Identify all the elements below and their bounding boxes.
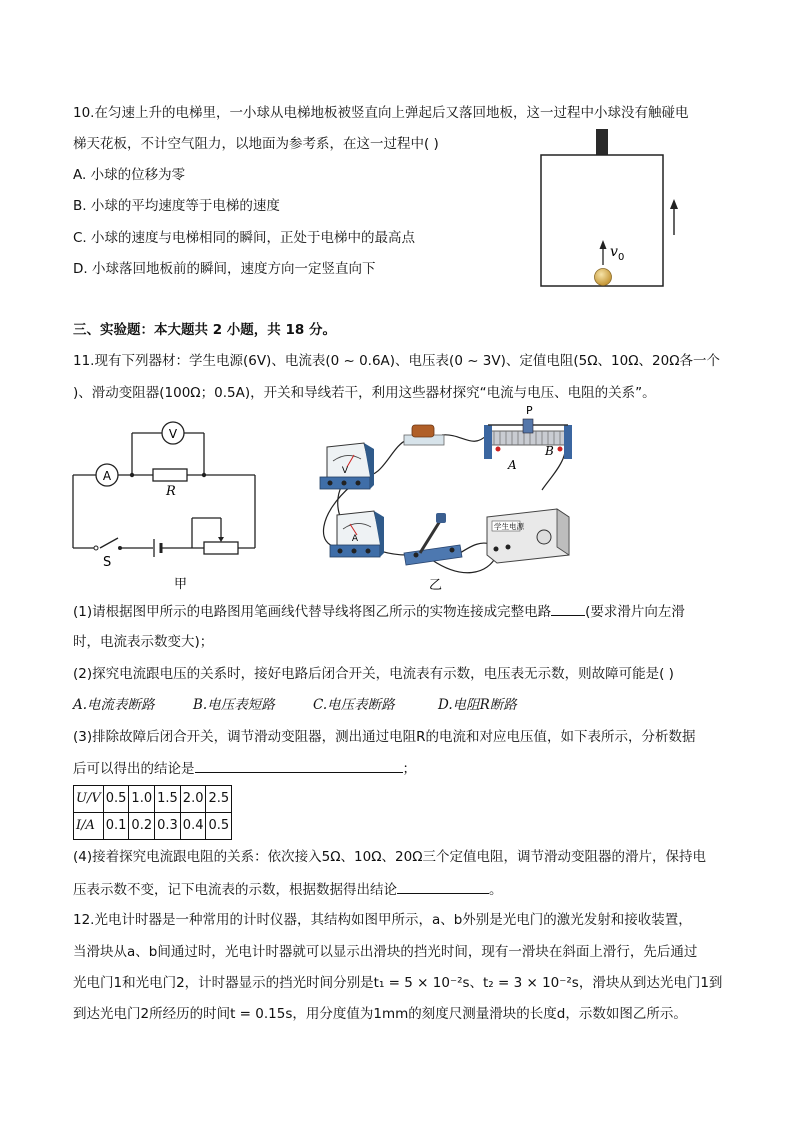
q11-part2-option-c: C.电压表断路 — [313, 697, 395, 713]
q11-part1-line2: 时，电流表示数变大)； — [73, 634, 214, 650]
q11-part2-stem: (2)探究电流跟电压的关系时，接好电路后闭合开关，电流表有示数，电压表无示数，则故障可能是( ) — [73, 666, 674, 682]
q11-part4-conclusion-prompt: 压表示数不变，记下电流表的示数，根据数据得出结论 — [73, 882, 397, 898]
ammeter-symbol: A — [102, 469, 112, 483]
data-table — [73, 785, 232, 840]
answer-blank-3[interactable] — [195, 758, 403, 773]
q12-line3: 光电门1和光电门2，计时器显示的挡光时间分别是t₁ = 5 × 10⁻²s、t₂ = 3 × 10⁻²s，滑块从到达光电门1到 — [73, 975, 723, 991]
table-cell: 0.5 — [103, 786, 129, 813]
voltmeter-symbol: V — [168, 427, 178, 441]
terminal-b-label: B — [545, 444, 554, 458]
figure-jia-caption: 甲 — [174, 577, 188, 592]
q11-part2-option-d: D.电阻R断路 — [438, 697, 517, 713]
q11-part3-line1: (3)排除故障后闭合开关，调节滑动变阻器，测出通过电阻R的电流和对应电压值，如下表所示，分析数据 — [73, 729, 696, 745]
fixed-resistor-device — [404, 425, 444, 445]
q12-line1: 12.光电计时器是一种常用的计时仪器，其结构如图甲所示，a、b外别是光电门的激光发射和接收装置， — [73, 912, 692, 928]
table-row — [74, 813, 232, 840]
figure-yi-caption: 乙 — [429, 578, 443, 593]
q10-option-d: D. 小球落回地板前的瞬间，速度方向一定竖直向下 — [73, 261, 376, 277]
table-cell: 2.5 — [206, 786, 232, 813]
table-cell: 0.3 — [155, 813, 181, 840]
q11-part1-text: (1)请根据图甲所示的电路图用笔画线代替导线将图乙所示的实物连接成完整电路 — [73, 604, 552, 620]
q12-line2: 当滑块从a、b间通过时，光电计时器就可以显示出滑块的挡光时间，现有一滑块在斜面上滑行，先后通过 — [73, 944, 698, 960]
voltmeter-device — [320, 443, 374, 489]
q11-part2-option-a: A.电流表断路 — [73, 697, 155, 713]
rheostat-device — [484, 405, 572, 472]
ammeter-letter: A — [351, 534, 359, 544]
answer-blank-4[interactable] — [397, 879, 489, 894]
q11-part2-option-b: B.电压表短路 — [193, 697, 275, 713]
q10-option-b: B. 小球的平均速度等于电梯的速度 — [73, 198, 280, 214]
table-row — [74, 786, 232, 813]
power-supply-device — [487, 509, 569, 563]
voltmeter-letter: V — [341, 466, 349, 476]
q11-part4-line1: (4)接着探究电流跟电阻的关系：依次接入5Ω、10Ω、20Ω三个定值电阻，调节滑动变阻器的滑片，保持电 — [73, 849, 707, 865]
resistor-label: R — [166, 484, 176, 499]
switch-label: S — [103, 555, 112, 570]
table-cell: 0.1 — [103, 813, 129, 840]
q11-part3-line2 — [73, 758, 416, 779]
answer-blank-1[interactable] — [551, 601, 585, 616]
ammeter-device — [330, 511, 384, 557]
slider-p-label: P — [526, 405, 533, 417]
terminal-a-label: A — [508, 458, 517, 472]
table-cell: 0.4 — [180, 813, 206, 840]
q10-stem-line2: 梯天花板，不计空气阻力，以地面为参考系，在这一过程中( ) — [73, 136, 439, 152]
q10-option-a: A. 小球的位移为零 — [73, 167, 186, 183]
table-cell: 1.5 — [155, 786, 181, 813]
ball-icon — [595, 269, 612, 286]
q11-stem-line1: 11.现有下列器材：学生电源(6V)、电流表(0 ~ 0.6A)、电压表(0 ~ 3V)、定值电阻(5Ω、10Ω、20Ω各一个 — [73, 353, 721, 369]
row-header-voltage: U/V — [74, 786, 104, 813]
table-cell: 0.5 — [206, 813, 232, 840]
circuit-diagram-jia — [70, 418, 270, 593]
switch-device — [404, 513, 462, 565]
table-cell: 0.2 — [129, 813, 155, 840]
q10-stem-line1: 10.在匀速上升的电梯里，一小球从电梯地板被竖直向上弹起后又落回地板，这一过程中小球没有触碰电 — [73, 105, 689, 121]
row-header-current: I/A — [74, 813, 104, 840]
v0-subscript: 0 — [618, 252, 625, 263]
q11-part4-line2 — [73, 879, 503, 900]
table-cell: 2.0 — [180, 786, 206, 813]
elevator-figure — [535, 125, 695, 295]
q12-line4: 到达光电门2所经历的时间t = 0.15s，用分度值为1mm的刻度尺测量滑块的长度d，示数如图乙所示。 — [73, 1006, 687, 1022]
q11-part3-semicolon: ； — [402, 761, 416, 777]
table-cell: 1.0 — [129, 786, 155, 813]
q11-stem-line2: )、滑动变阻器(100Ω；0.5A)，开关和导线若干，利用这些器材探究“电流与电压、电阻的关系”。 — [73, 385, 656, 401]
section3-heading: 三、实验题：本大题共 2 小题，共 18 分。 — [73, 322, 336, 338]
q11-part3-conclusion-prompt: 后可以得出的结论是 — [73, 761, 195, 777]
q10-option-c: C. 小球的速度与电梯相同的瞬间，正处于电梯中的最高点 — [73, 230, 416, 246]
apparatus-figure-yi — [312, 405, 580, 595]
power-supply-label: 学生电源 — [494, 522, 524, 531]
q11-part4-period: 。 — [489, 882, 503, 898]
q11-part1-requirement: (要求滑片向左滑 — [585, 604, 685, 620]
q11-part1-line1 — [73, 601, 685, 622]
v0-label: v — [610, 244, 618, 260]
